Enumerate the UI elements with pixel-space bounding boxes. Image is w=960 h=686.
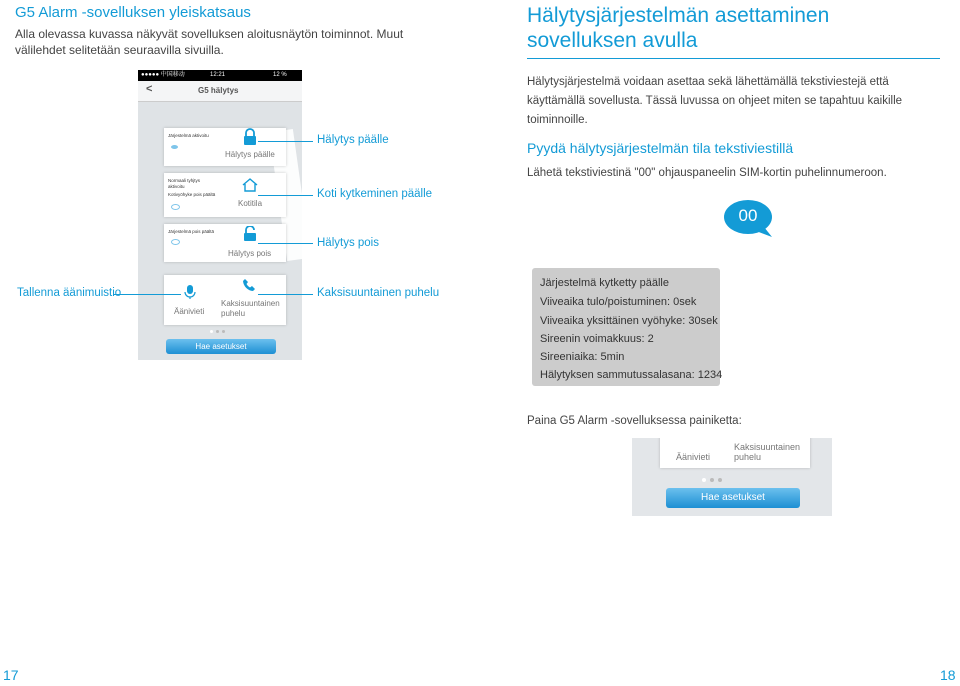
back-chevron-icon[interactable]: < — [146, 83, 153, 95]
eye-icon — [171, 239, 180, 245]
mini-action-row — [660, 438, 810, 468]
callout-line-alarm-on — [258, 141, 313, 142]
intercom-label-2: puhelu — [221, 309, 246, 318]
intercom-label-1: Kaksisuuntainen — [221, 299, 280, 308]
callout-line-intercom — [258, 294, 313, 295]
sms-line: Viiveaika tulo/poistuminen: 0sek — [540, 296, 697, 308]
status-time: 12:21 — [210, 72, 226, 78]
card-home-line2: aktivoitu — [168, 184, 185, 189]
action-row — [164, 275, 286, 325]
sms-line: Hälytyksen sammutussalasana: 1234 — [540, 369, 723, 381]
eye-icon — [171, 145, 178, 149]
sms-line: Sireenin voimakkuus: 2 — [540, 333, 654, 345]
callout-line-alarm-off — [258, 243, 313, 244]
sms-line: Viiveaika yksittäinen vyöhyke: 30sek — [540, 315, 718, 327]
right-page-description: Hälytysjärjestelmä voidaan asettaa sekä lähettämällä tekstiviestejä että käyttämällä sovellusta. Tässä luvussa on ohjeet miten se tapahtuu kaikille toiminnoille. — [527, 76, 903, 126]
sms-section-description: Lähetä tekstiviestinä "00" ohjauspaneelin SIM-kortin puhelinnumeroon. — [527, 167, 887, 179]
callout-intercom: Kaksisuuntainen puhelu — [317, 287, 440, 299]
mini-intercom-label-2: puhelu — [734, 452, 762, 462]
phone-nav-title: G5 hälytys — [198, 86, 239, 95]
callout-home-on: Koti kytkeminen päälle — [317, 188, 433, 200]
card-home-line1: Normaali tyhjtys — [168, 178, 201, 183]
sms-line: Järjestelmä kytketty päälle — [540, 277, 669, 289]
sms-bubble-icon — [722, 199, 774, 239]
callout-alarm-on: Hälytys päälle — [317, 134, 389, 146]
card-home-line3: Kotivyöhyke pois päältä — [168, 192, 216, 197]
sms-line: Sireeniaika: 5min — [540, 351, 625, 363]
status-battery: 12 % — [273, 72, 287, 78]
home-icon[interactable] — [241, 177, 259, 193]
left-page-description: Alla olevassa kuvassa näkyvät sovelluksen aloitusnäytön toiminnot. Muut välilehdet selitetään seuraavilla sivuilla. — [15, 27, 404, 57]
home-label: Kotitila — [238, 199, 263, 208]
status-bar — [138, 70, 302, 81]
card-armed-title: Järjestelmä aktivoitu — [168, 133, 209, 138]
microphone-icon[interactable] — [184, 284, 196, 300]
phone-icon[interactable] — [242, 278, 256, 292]
callout-line-voice — [113, 294, 181, 295]
callout-line-home — [258, 195, 313, 196]
status-card-armed[interactable] — [164, 128, 286, 166]
page-dots — [210, 330, 216, 333]
card-disarmed-title: Järjestelmä pois päältä — [168, 229, 215, 234]
phone-nav-bar — [138, 81, 302, 102]
phone-screenshot — [138, 70, 302, 360]
status-carrier: ●●●●● 中国移动 — [141, 72, 185, 78]
mini-intercom-label-1: Kaksisuuntainen — [734, 442, 801, 452]
mini-fetch-settings-button[interactable]: Hae asetukset — [666, 488, 800, 508]
page-number-left: 17 — [3, 667, 19, 683]
voice-label: Äänivieti — [174, 307, 205, 316]
callout-alarm-off: Hälytys pois — [317, 237, 379, 249]
lock-open-icon[interactable] — [242, 226, 258, 242]
callout-voice-memo: Tallenna äänimuistio — [17, 287, 122, 299]
eye-icon — [171, 204, 180, 210]
alarm-off-label: Hälytys pois — [228, 249, 272, 258]
mini-voice-label: Äänivieti — [676, 452, 711, 462]
bubble-text: 00 — [738, 206, 758, 225]
fetch-settings-button[interactable]: Hae asetukset — [166, 339, 276, 354]
sms-section-title: Pyydä hälytysjärjestelmän tila tekstiviestillä — [527, 140, 794, 156]
page-number-right: 18 — [940, 667, 956, 683]
lock-closed-icon[interactable] — [242, 128, 258, 146]
settings-button-screenshot — [632, 438, 832, 516]
bottom-description: Paina G5 Alarm -sovelluksessa painiketta: — [527, 415, 742, 427]
title-underline — [527, 58, 940, 59]
alarm-on-label: Hälytys päälle — [225, 150, 275, 159]
left-page-title: G5 Alarm -sovelluksen yleiskatsaus — [15, 4, 251, 21]
right-page-title: Hälytysjärjestelmän asettaminen sovelluksen avulla — [527, 4, 830, 52]
